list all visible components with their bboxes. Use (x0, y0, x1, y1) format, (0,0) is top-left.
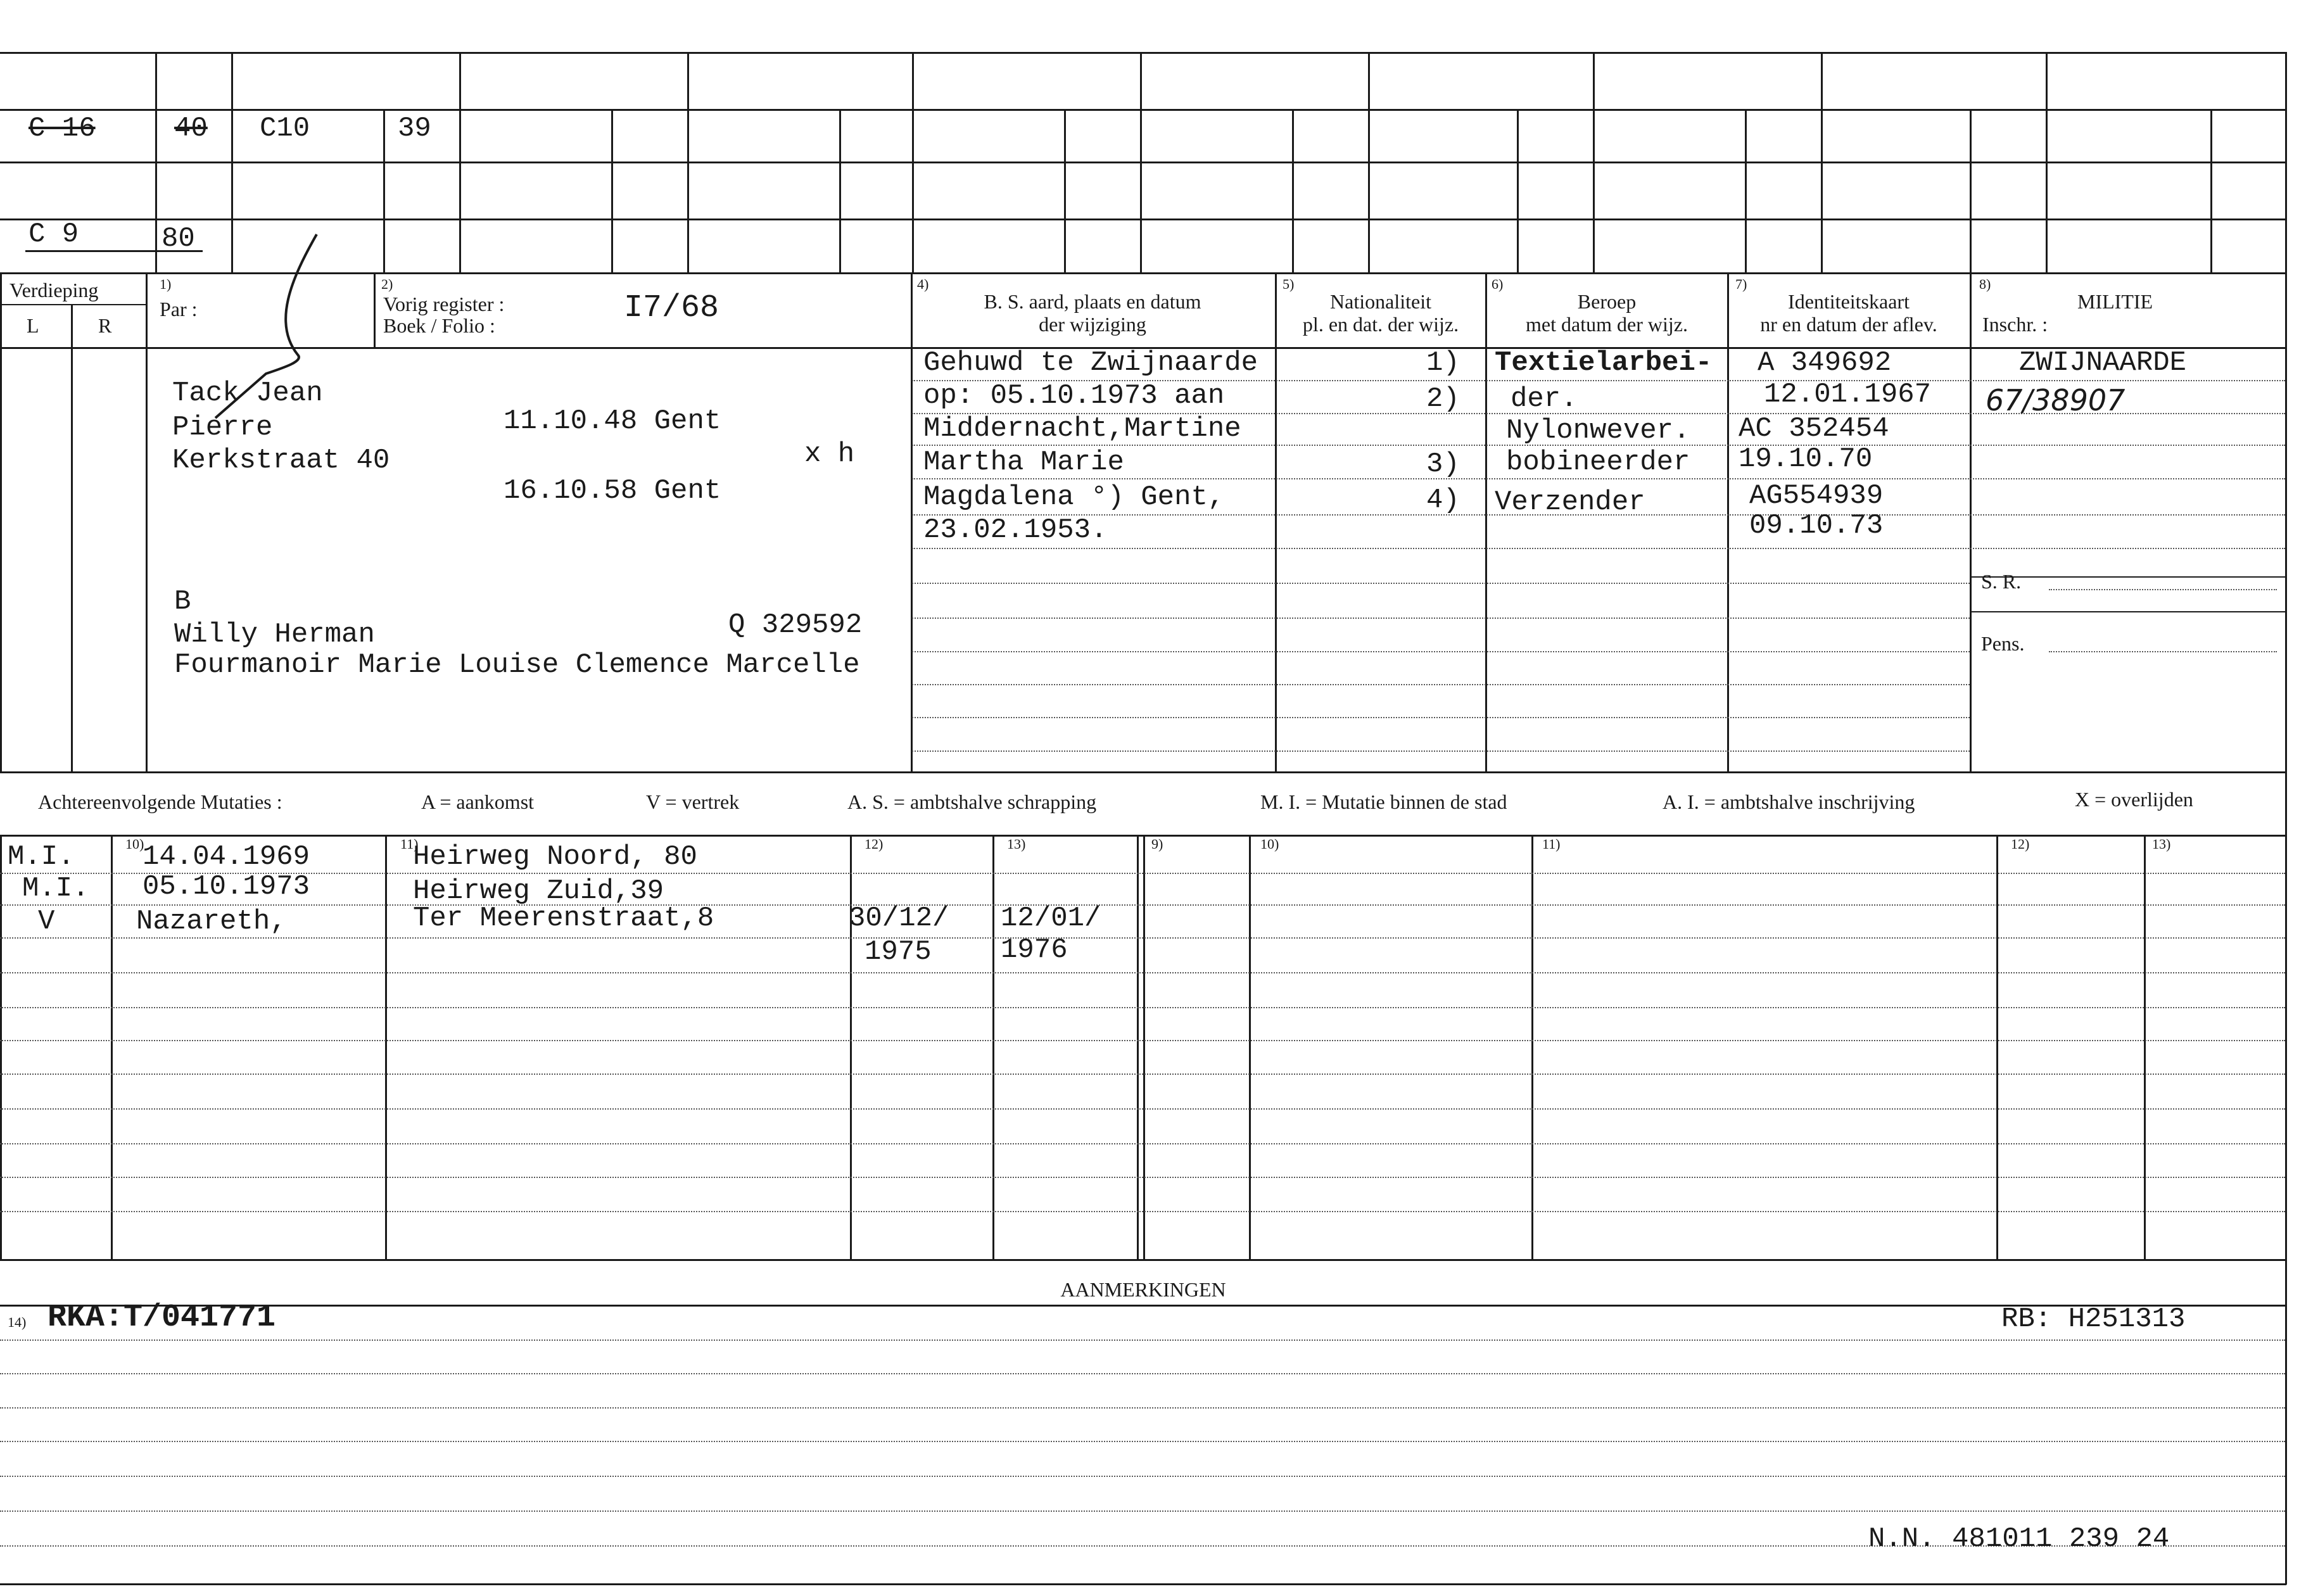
ruling (2049, 589, 2277, 590)
nationality-header-sub: pl. en dat. der wijz. (1302, 313, 1459, 336)
col-line (0, 835, 2, 1260)
ruling (0, 1373, 2285, 1374)
col-line (1531, 835, 1533, 1260)
ruling (0, 904, 2285, 906)
mutation-c13: 12/01/ (1001, 902, 1101, 934)
mutation-address: Heirweg Noord, 80 (413, 841, 697, 873)
ruling (912, 717, 1970, 718)
person-birth: 11.10.48 Gent (504, 405, 721, 437)
footnote-8: 8) (1979, 276, 1991, 292)
col-line (1137, 835, 1139, 1260)
ruling (912, 618, 1970, 619)
ruling (912, 583, 1970, 584)
bs-line: 23.02.1953. (923, 514, 1108, 546)
bs-header: B. S. aard, plaats en datum (984, 290, 1201, 313)
grid-line (1140, 52, 1142, 274)
col-line (1485, 272, 1487, 773)
person-ref: Q 329592 (728, 609, 863, 641)
id-line: AC 352454 (1739, 413, 1889, 445)
grid-line (1517, 109, 1519, 272)
ruling (0, 873, 2285, 874)
nationality-mark: 2) (1426, 383, 1460, 415)
bs-line: Middernacht,Martine (923, 413, 1241, 445)
col-line (146, 272, 148, 773)
legend-title: Achtereenvolgende Mutaties : (38, 790, 282, 813)
beroep-header-sub: met datum der wijz. (1526, 313, 1688, 336)
bottom-border (0, 1583, 2286, 1585)
ruling (0, 937, 2285, 939)
col-label-11b: 11) (1542, 836, 1561, 852)
mutation-date: 14.04.1969 (143, 841, 310, 873)
col-line (1970, 272, 1972, 773)
nn-number: N.N. 481011 239 24 (1868, 1523, 2170, 1555)
ruling (0, 1407, 2285, 1409)
ruling (912, 478, 2285, 479)
legend-mi: M. I. = Mutatie binnen de stad (1260, 790, 1507, 813)
mutation-type: M.I. (22, 873, 89, 904)
bs-line: Magdalena °) Gent, (923, 481, 1225, 513)
remarks-title: AANMERKINGEN (1060, 1278, 1226, 1301)
grid-line (2210, 109, 2212, 272)
footnote-6: 6) (1492, 276, 1504, 292)
code-cell: C 9 (29, 218, 79, 250)
ruling (0, 1143, 2285, 1144)
id-line: 12.01.1967 (1764, 379, 1932, 410)
grid-line (0, 218, 2286, 220)
right-border (2285, 52, 2287, 1585)
ruling (0, 1211, 2285, 1212)
vorig-register-label: Vorig register : (383, 293, 505, 315)
grid-line (0, 109, 2286, 111)
ruling (912, 651, 1970, 652)
col-label-10: 10) (125, 836, 144, 852)
identiteit-header-sub: nr en datum der aflev. (1760, 313, 1937, 336)
ruling (0, 1040, 2285, 1041)
grid-line (383, 109, 385, 272)
col-line (850, 835, 852, 1260)
rka-reference: RKA:T/041771 (48, 1300, 276, 1336)
bs-line: Gehuwd te Zwijnaarde (923, 347, 1258, 379)
ruling (0, 1340, 2285, 1341)
beroep-line: Verzender (1495, 486, 1645, 518)
mother-name: Fourmanoir Marie Louise Clemence Marcelle (174, 649, 860, 681)
register-value: I7/68 (624, 290, 719, 326)
left-border (0, 272, 2, 773)
grid-line (0, 162, 2286, 163)
ruling (2049, 651, 2277, 652)
col-line (1996, 835, 1998, 1260)
id-line: 19.10.70 (1739, 443, 1873, 475)
mutation-c13: 1976 (1001, 934, 1068, 966)
sr-divider (1970, 611, 2285, 612)
beroep-line: Textielarbei- (1495, 347, 1713, 379)
verdieping-divider (0, 304, 146, 305)
ruling (0, 1108, 2285, 1110)
mutation-c12: 1975 (865, 936, 932, 968)
par-label: Par : (160, 298, 198, 320)
mutation-type: V (38, 906, 55, 937)
sr-label: S. R. (1981, 570, 2022, 593)
col-line (1143, 835, 1145, 1260)
ruling (0, 1510, 2285, 1512)
person-date2: 16.10.58 Gent (504, 475, 721, 507)
grid-line (611, 109, 613, 272)
ruling (0, 1074, 2285, 1075)
l-label: L (27, 314, 39, 337)
rb-reference: RB: H251313 (2001, 1303, 2186, 1335)
pens-label: Pens. (1981, 632, 2025, 655)
footnote-5: 5) (1283, 276, 1295, 292)
code-cell: C10 (260, 113, 310, 144)
col-line (71, 304, 73, 773)
grid-line (1292, 109, 1294, 272)
ruling (0, 1177, 2285, 1178)
ruling (912, 548, 2285, 549)
beroep-line: Nylonwever. (1506, 415, 1690, 446)
mutation-c12: 30/12/ (849, 902, 949, 934)
ruling (0, 1441, 2285, 1442)
grid-line (155, 52, 157, 274)
footnote-1: 1) (160, 276, 172, 292)
ruling (0, 1007, 2285, 1008)
col-label-12: 12) (865, 836, 884, 852)
ruling (0, 1476, 2285, 1477)
grid-line (1368, 52, 1370, 274)
r-label: R (98, 314, 112, 337)
mutation-address: Heirweg Zuid,39 (413, 875, 664, 907)
col-line (111, 835, 113, 1260)
legend-ai: A. I. = ambtshalve inschrijving (1663, 790, 1915, 813)
col-label-13b: 13) (2152, 836, 2171, 852)
id-line: 09.10.73 (1749, 510, 1884, 542)
grid-line (459, 52, 461, 274)
bs-line: Martha Marie (923, 446, 1124, 478)
bs-line: op: 05.10.1973 aan (923, 380, 1225, 412)
ruling (912, 684, 1970, 685)
b-label: B (174, 586, 191, 618)
grid-line (687, 52, 689, 274)
header-border (0, 272, 2286, 274)
nationality-mark: 1) (1426, 347, 1460, 379)
person-name: Tack Jean (172, 377, 323, 409)
beroep-line: bobineerder (1506, 446, 1690, 478)
mutation-date: 05.10.1973 (143, 871, 310, 902)
grid-line (839, 109, 841, 272)
grid-line (1970, 109, 1972, 272)
grid-line (912, 52, 914, 274)
militie-place: ZWIJNAARDE (2019, 347, 2187, 379)
code-struck: 40 (174, 113, 208, 144)
nationality-header: Nationaliteit (1330, 290, 1431, 313)
grid-line (1821, 52, 1823, 274)
person-mark: x h (804, 438, 855, 470)
nationality-mark: 4) (1426, 484, 1460, 516)
footnote-14: 14) (8, 1314, 27, 1330)
grid-line (1593, 52, 1595, 274)
col-line (2144, 835, 2146, 1260)
legend-v: V = vertrek (646, 790, 740, 813)
id-line: AG554939 (1749, 480, 1884, 512)
militie-number: 67/38907 (1986, 383, 2125, 417)
person-given: Pierre (172, 412, 273, 443)
person-street: Kerkstraat 40 (172, 445, 390, 476)
grid-line (1745, 109, 1747, 272)
inschr-label: Inschr. : (1982, 313, 2048, 336)
col-line (385, 835, 387, 1260)
col-label-9: 9) (1151, 836, 1163, 852)
legend-a: A = aankomst (421, 790, 535, 813)
col-line (1275, 272, 1277, 773)
col-line (1249, 835, 1251, 1260)
legend-top (0, 771, 2286, 773)
mutation-address: Ter Meerenstraat,8 (413, 902, 714, 934)
col-line (1727, 272, 1729, 773)
father-name: Willy Herman (174, 619, 375, 650)
footnote-7: 7) (1735, 276, 1747, 292)
code-struck: C 16 (29, 113, 96, 144)
col-line (992, 835, 994, 1260)
footnote-4: 4) (917, 276, 929, 292)
beroep-header: Beroep (1577, 290, 1637, 313)
top-border (0, 52, 2286, 54)
ruling (912, 750, 1970, 752)
grid-line (1064, 109, 1066, 272)
legend-as: A. S. = ambtshalve schrapping (847, 790, 1097, 813)
grid-line (2046, 52, 2048, 274)
col-label-12b: 12) (2011, 836, 2030, 852)
identiteit-header: Identiteitskaart (1788, 290, 1910, 313)
col-label-13: 13) (1007, 836, 1026, 852)
militie-header: MILITIE (2077, 290, 2153, 313)
nationality-mark: 3) (1426, 448, 1460, 480)
col-label-11: 11) (400, 836, 419, 852)
code-cell: 39 (398, 113, 431, 144)
footnote-2: 2) (381, 276, 393, 292)
mutation-type: M.I. (8, 841, 75, 873)
col-line (911, 272, 913, 773)
beroep-line: der. (1511, 383, 1578, 415)
code-cell: 80 (162, 223, 195, 255)
ruling (0, 972, 2285, 973)
mutation-date: Nazareth, (136, 906, 287, 937)
boek-folio-label: Boek / Folio : (383, 314, 495, 337)
col-line (374, 272, 376, 347)
verdieping-label: Verdieping (10, 279, 99, 301)
legend-x: X = overlijden (2075, 788, 2193, 811)
bs-header-sub: der wijziging (1039, 313, 1146, 336)
remarks-top (0, 1305, 2286, 1307)
id-line: A 349692 (1758, 347, 1892, 379)
col-label-10b: 10) (1260, 836, 1279, 852)
